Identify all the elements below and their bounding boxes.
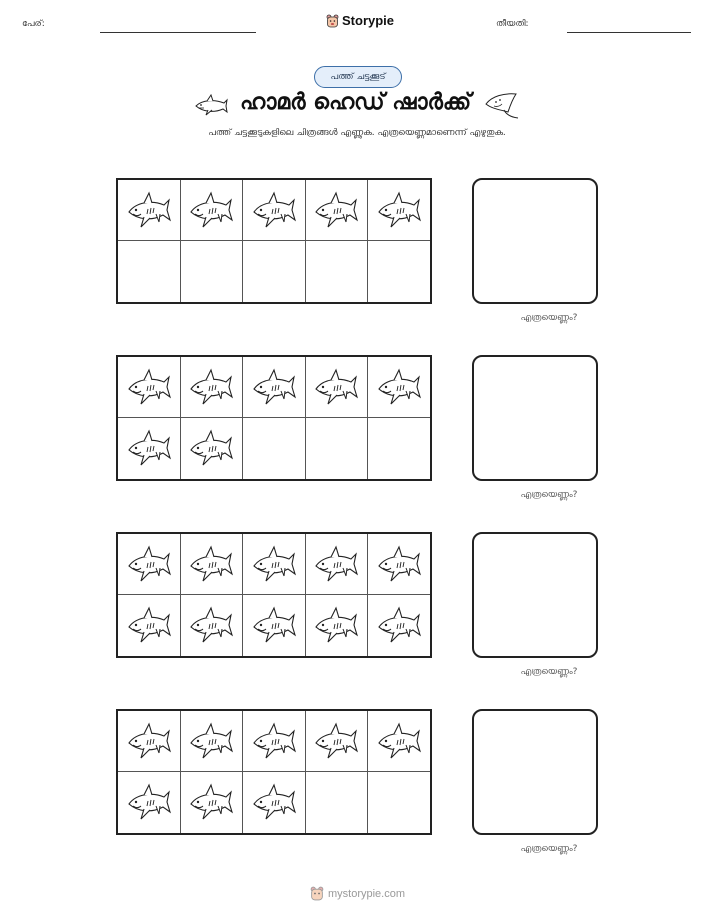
- frame-4-cell-9: [305, 772, 368, 833]
- shark-icon: [376, 719, 422, 765]
- shark-icon: [376, 365, 422, 411]
- shark-icon: [194, 94, 228, 116]
- frame-3: [116, 532, 432, 658]
- frame-3-cell-3: [243, 534, 306, 595]
- frame-2-cell-3: [243, 357, 306, 418]
- shark-icon: [126, 603, 172, 649]
- shark-icon: [188, 542, 234, 588]
- name-line[interactable]: [100, 32, 256, 33]
- frame-2-cell-8: [243, 418, 306, 479]
- date-line[interactable]: [567, 32, 691, 33]
- shark-icon: [126, 365, 172, 411]
- instruction-text: പത്ത് ചട്ടക്കൂടുകളിലെ ചിത്രങ്ങൾ എണ്ണുക. എത്രയെണ്ണമാണെന്ന് എഴുതുക.: [208, 128, 506, 138]
- answer-box-4[interactable]: [472, 709, 598, 835]
- shark-icon: [251, 780, 297, 826]
- frame-1: [116, 178, 432, 304]
- frame-3-cell-4: [305, 534, 368, 595]
- shark-icon: [376, 188, 422, 234]
- title-row: [0, 88, 714, 122]
- shark-icon: [126, 426, 172, 472]
- frame-2-cell-6: [118, 418, 181, 479]
- storypie-logo-icon: [310, 886, 324, 901]
- frame-4-cell-1: [118, 711, 181, 772]
- shark-icon: [313, 542, 359, 588]
- worksheet-type-badge: പത്ത് ചട്ടക്കൂട്: [314, 66, 402, 88]
- frame-2-cell-2: [180, 357, 243, 418]
- frame-1-cell-5: [368, 180, 431, 241]
- shark-icon: [251, 719, 297, 765]
- shark-icon: [126, 542, 172, 588]
- frame-3-cell-7: [180, 595, 243, 656]
- frame-4-cell-7: [180, 772, 243, 833]
- brand-name: Storypie: [342, 13, 395, 28]
- answer-box-1[interactable]: [472, 178, 598, 304]
- frame-4-cell-8: [243, 772, 306, 833]
- answer-box-3[interactable]: [472, 532, 598, 658]
- shark-icon: [376, 603, 422, 649]
- frame-3-cell-6: [118, 595, 181, 656]
- frame-4-cell-5: [368, 711, 431, 772]
- stingray-icon: [482, 90, 520, 120]
- footer-url: mystorypie.com: [328, 887, 406, 900]
- answer-label-2: എത്രയെണ്ണം?: [520, 490, 578, 500]
- shark-icon: [126, 719, 172, 765]
- frame-1-cell-4: [305, 180, 368, 241]
- answer-box-2[interactable]: [472, 355, 598, 481]
- shark-icon: [126, 188, 172, 234]
- name-label: പേര്:: [22, 19, 45, 29]
- frame-2: [116, 355, 432, 481]
- frame-3-cell-8: [243, 595, 306, 656]
- shark-icon: [376, 542, 422, 588]
- footer: [310, 886, 405, 901]
- answer-label-4: എത്രയെണ്ണം?: [520, 844, 578, 854]
- frame-1-cell-10: [368, 241, 431, 302]
- frame-3-cell-2: [180, 534, 243, 595]
- brand: [326, 13, 394, 28]
- shark-icon: [188, 365, 234, 411]
- frame-4: [116, 709, 432, 835]
- frame-1-cell-8: [243, 241, 306, 302]
- frame-1-cell-2: [180, 180, 243, 241]
- storypie-logo-icon: [326, 14, 339, 28]
- shark-icon: [126, 780, 172, 826]
- shark-icon: [313, 188, 359, 234]
- frame-2-cell-1: [118, 357, 181, 418]
- date-label: തീയതി:: [496, 19, 529, 29]
- frame-1-cell-7: [180, 241, 243, 302]
- frame-4-cell-3: [243, 711, 306, 772]
- shark-icon: [188, 603, 234, 649]
- shark-icon: [251, 603, 297, 649]
- shark-icon: [188, 780, 234, 826]
- shark-icon: [313, 365, 359, 411]
- frame-3-cell-1: [118, 534, 181, 595]
- shark-icon: [188, 719, 234, 765]
- frame-1-cell-9: [305, 241, 368, 302]
- frame-3-cell-5: [368, 534, 431, 595]
- frame-4-cell-10: [368, 772, 431, 833]
- frame-2-cell-4: [305, 357, 368, 418]
- shark-icon: [188, 426, 234, 472]
- answer-label-3: എത്രയെണ്ണം?: [520, 667, 578, 677]
- shark-icon: [313, 603, 359, 649]
- frame-4-cell-4: [305, 711, 368, 772]
- frame-1-cell-1: [118, 180, 181, 241]
- frame-4-cell-2: [180, 711, 243, 772]
- shark-icon: [313, 719, 359, 765]
- shark-icon: [251, 188, 297, 234]
- frame-2-cell-10: [368, 418, 431, 479]
- frame-1-cell-3: [243, 180, 306, 241]
- frame-2-cell-9: [305, 418, 368, 479]
- frame-4-cell-6: [118, 772, 181, 833]
- answer-label-1: എത്രയെണ്ണം?: [520, 313, 578, 323]
- frame-3-cell-10: [368, 595, 431, 656]
- shark-icon: [251, 542, 297, 588]
- frame-1-cell-6: [118, 241, 181, 302]
- frame-2-cell-5: [368, 357, 431, 418]
- frame-2-cell-7: [180, 418, 243, 479]
- frame-3-cell-9: [305, 595, 368, 656]
- shark-icon: [188, 188, 234, 234]
- page-title: ഹാമർ ഹെഡ് ഷാർക്ക്: [240, 90, 472, 115]
- shark-icon: [251, 365, 297, 411]
